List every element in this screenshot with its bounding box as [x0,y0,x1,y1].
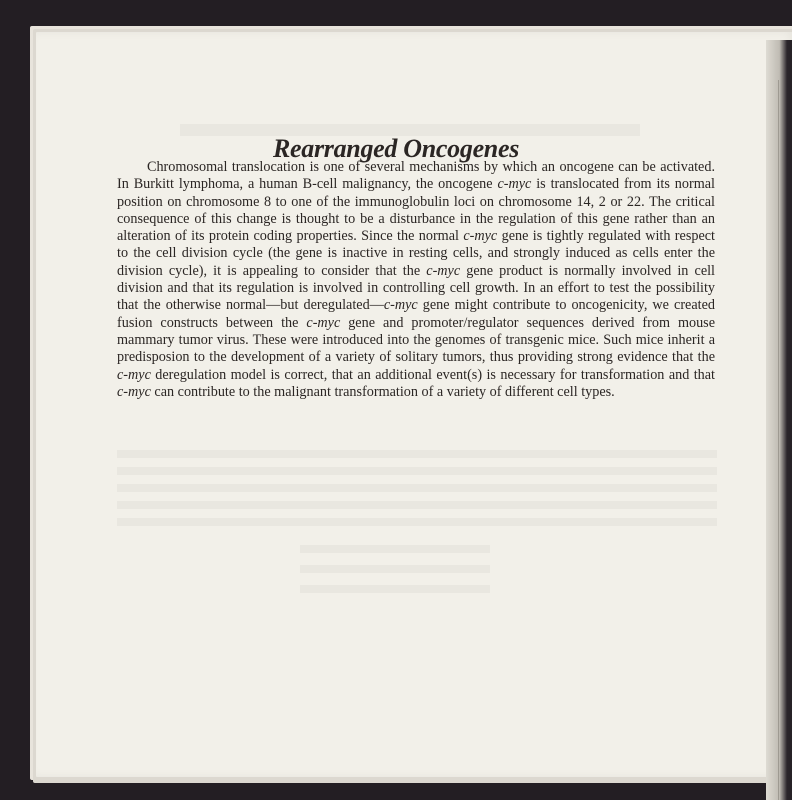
show-through-bleed [300,545,490,605]
show-through-bleed [117,450,717,530]
page-title: Rearranged Oncogenes [272,134,520,164]
paragraph-text-segment: deregulation model is correct, that an additional event(s) is necessary for transformation and that [150,366,715,383]
paragraph-text-segment: gene and promoter/regulator sequences derived from mouse mammary tumor virus. These were introduced into the genomes of transgenic mice. Such mice inherit a predisposion to the development of a variety of solitary tumors, thus providing strong evidence that the [117,314,715,366]
paragraph-text-segment: can contribute to the malignant transformation of a variety of different cell types. [150,383,615,400]
page-edge-line [778,80,779,800]
gene-name-italic: c-myc [383,297,418,314]
gene-name-italic: c-myc [426,262,461,279]
body-paragraph [117,159,715,401]
gene-name-italic: c-myc [463,228,498,245]
gene-name-italic: c-myc [117,383,151,400]
gene-name-italic: c-myc [306,314,341,331]
paragraph-text-segment: gene is tightly regulated with respect to the cell division cycle (the gene is inactive in resting cells, and strongly induced as cells enter the division cycle), it is appealing to consider that the [117,228,715,279]
paragraph-text-segment: Chromosomal translocation is one of several mechanisms by which an oncogene can be activated. In Burkitt lymphoma, a human B-cell malignancy, the oncogene [117,159,715,193]
gene-name-italic: c-myc [497,176,532,193]
gene-name-italic: c-myc [117,366,151,383]
paragraph-text-segment: gene might contribute to oncogenicity, we created fusion constructs between the [117,297,715,331]
paragraph-text-segment: gene product is normally involved in cell division and that its regulation is involved in controlling cell growth. In an effort to test the possibility that the otherwise normal—but deregulated— [117,262,715,314]
paragraph-text-segment: is translocated from its normal position on chromosome 8 to one of the immunoglobulin loci on chromosome 14, 2 or 22. The critical consequence of this change is thought to be a disturbance in the regulation of this gene rather than an alteration of its protein coding properties. Since the normal [117,176,715,245]
